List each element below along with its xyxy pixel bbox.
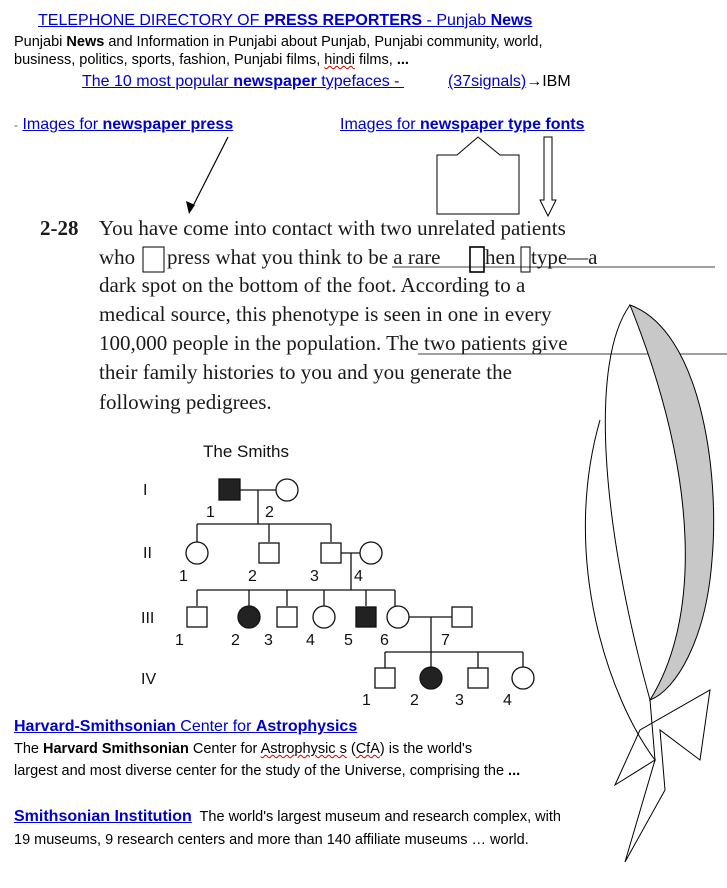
- result2-title-b: newspaper: [233, 73, 317, 90]
- ped-III6-female: [387, 606, 409, 628]
- problem-line-7: following pedigrees.: [99, 390, 272, 414]
- down-arrow: [540, 137, 556, 216]
- result2-title-a: The 10 most popular: [82, 73, 234, 90]
- result3-snippet-line2-ellipsis: ...: [508, 763, 521, 779]
- problem-line-2-hen: hen: [485, 245, 516, 269]
- ped-IV2-affected-female: [420, 667, 442, 689]
- result3-title-a: Harvard-Smithsonian: [14, 718, 176, 735]
- ped-label-IV3: 3: [455, 692, 464, 709]
- problem-line-6: their family histories to you and you generate the: [99, 360, 512, 384]
- curved-arrow-head: [615, 690, 710, 862]
- ped-label-I2: 2: [265, 504, 274, 521]
- gen-label-II: II: [143, 545, 152, 562]
- ped-label-II1: 1: [179, 568, 188, 585]
- ped-label-III5: 5: [344, 632, 353, 649]
- ped-III3-male: [277, 607, 297, 627]
- ped-II1-female: [186, 542, 208, 564]
- ped-IV3-male: [468, 668, 488, 688]
- result3-snippet-f: CfA: [355, 741, 380, 757]
- ped-label-III3: 3: [264, 632, 273, 649]
- ped-II2-male: [259, 543, 279, 563]
- result1-title-a: TELEPHONE DIRECTORY OF: [38, 12, 264, 29]
- result4-row: [14, 808, 561, 827]
- result2-title-c: typefaces -: [316, 73, 404, 90]
- result1-snippet-line2-c: films,: [354, 52, 397, 68]
- ped-label-III6: 6: [380, 632, 389, 649]
- result1-title-b: PRESS REPORTERS: [263, 12, 423, 29]
- result3-snippet-g: ) is the world's: [379, 741, 473, 757]
- result3-title-c: Astrophysics: [255, 718, 358, 735]
- ped-I1-affected-male: [219, 479, 240, 500]
- ped-label-III7: 7: [441, 632, 450, 649]
- pedigree-title: The Smiths: [203, 442, 289, 461]
- ped-label-IV1: 1: [362, 692, 371, 709]
- ped-label-IV4: 4: [503, 692, 512, 709]
- problem-line-2-who: who: [99, 245, 136, 269]
- result1-snippet-b: News: [66, 34, 105, 50]
- result1-title-d: News: [490, 12, 533, 29]
- result1-title-c: - Punjab: [422, 12, 491, 29]
- result3-title-b: Center for: [175, 718, 256, 735]
- result3-snippet-line2-text: largest and most diverse center for the study of the Universe, comprising the: [14, 763, 509, 779]
- result3-snippet-d: Astrophysic s: [260, 741, 347, 757]
- ped-label-III4: 4: [306, 632, 315, 649]
- block-up-arrow: [437, 137, 519, 214]
- images-fonts-a: Images for: [340, 116, 421, 133]
- ped-label-I1: 1: [206, 504, 215, 521]
- images-dash: -: [14, 118, 18, 132]
- arrow-icon: →: [526, 73, 543, 90]
- highlight-box-2: [470, 247, 484, 272]
- ped-label-IV2: 2: [410, 692, 419, 709]
- ped-label-II4: 4: [354, 568, 363, 585]
- gen-label-III: III: [141, 610, 155, 627]
- ped-I2-female: [276, 479, 298, 501]
- ped-III7-male: [452, 607, 472, 627]
- result3-snippet-line1: [14, 740, 472, 759]
- result1-snippet-c: and Information in Punjabi about Punjab, Punjabi community, world,: [104, 34, 543, 50]
- result1-snippet-line2-a: business, politics, sports, fashion, Punjabi films,: [14, 52, 325, 68]
- gen-label-I: I: [143, 482, 148, 499]
- ped-label-II2: 2: [248, 568, 257, 585]
- result3-snippet-line2: [14, 762, 520, 781]
- problem-line-2-press: press what you think to be a rare: [167, 245, 441, 269]
- ped-III4-female: [313, 606, 335, 628]
- images-press-b: newspaper press: [102, 116, 234, 133]
- result2-suffix: IBM: [542, 73, 571, 90]
- problem-line-2-type: type—a: [531, 245, 598, 269]
- ped-label-III2: 2: [231, 632, 240, 649]
- problem-line-4: medical source, this phenotype is seen in one in every: [99, 302, 552, 326]
- highlight-box-3: [521, 247, 530, 272]
- highlight-box-1: [143, 247, 164, 272]
- ped-III1-male: [187, 607, 207, 627]
- result1-snippet-line2-b: hindi: [324, 52, 355, 68]
- result1-snippet-a: Punjabi: [14, 34, 67, 50]
- problem-line-1: You have come into contact with two unrelated patients: [99, 216, 566, 240]
- result4-snippet-line2: 19 museums, 9 research centers and more than 140 affiliate museums … world.: [14, 832, 529, 848]
- ped-label-II3: 3: [310, 568, 319, 585]
- ped-IV4-female: [512, 667, 534, 689]
- result3-snippet-a: The: [14, 741, 44, 757]
- result3-snippet-c: Center for: [188, 741, 261, 757]
- images-press-a: Images for: [22, 116, 103, 133]
- result4-title-link[interactable]: Smithsonian Institution: [14, 808, 192, 825]
- diagonal-arrow-line: [191, 137, 228, 210]
- curved-arrow-outline: [585, 305, 655, 760]
- problem-number: 2-28: [40, 216, 79, 240]
- curved-arrow-shaded: [630, 305, 714, 700]
- result3-snippet-b: Harvard Smithsonian: [43, 741, 189, 757]
- ped-label-III1: 1: [175, 632, 184, 649]
- ped-III2-affected-female: [238, 606, 260, 628]
- result3-title-link[interactable]: [14, 718, 357, 736]
- images-fonts-b: newspaper type fonts: [420, 116, 585, 133]
- ped-IV1-male: [375, 668, 395, 688]
- result2-title-d: (37signals): [447, 73, 527, 90]
- result1-snippet-line2-d: ...: [396, 52, 409, 68]
- gen-label-IV: IV: [141, 671, 157, 688]
- problem-line-3: dark spot on the bottom of the foot. According to a: [99, 273, 526, 297]
- ped-II3-male: [321, 543, 341, 563]
- ped-III5-affected-male: [356, 607, 376, 627]
- problem-line-5: 100,000 people in the population. The two patients give: [99, 331, 568, 355]
- result3-snippet-e: (: [346, 741, 356, 757]
- diagonal-arrow-head: [186, 201, 195, 214]
- ped-II4-female: [360, 542, 382, 564]
- result4-snippet-a: The world's largest museum and research complex, with: [191, 809, 561, 825]
